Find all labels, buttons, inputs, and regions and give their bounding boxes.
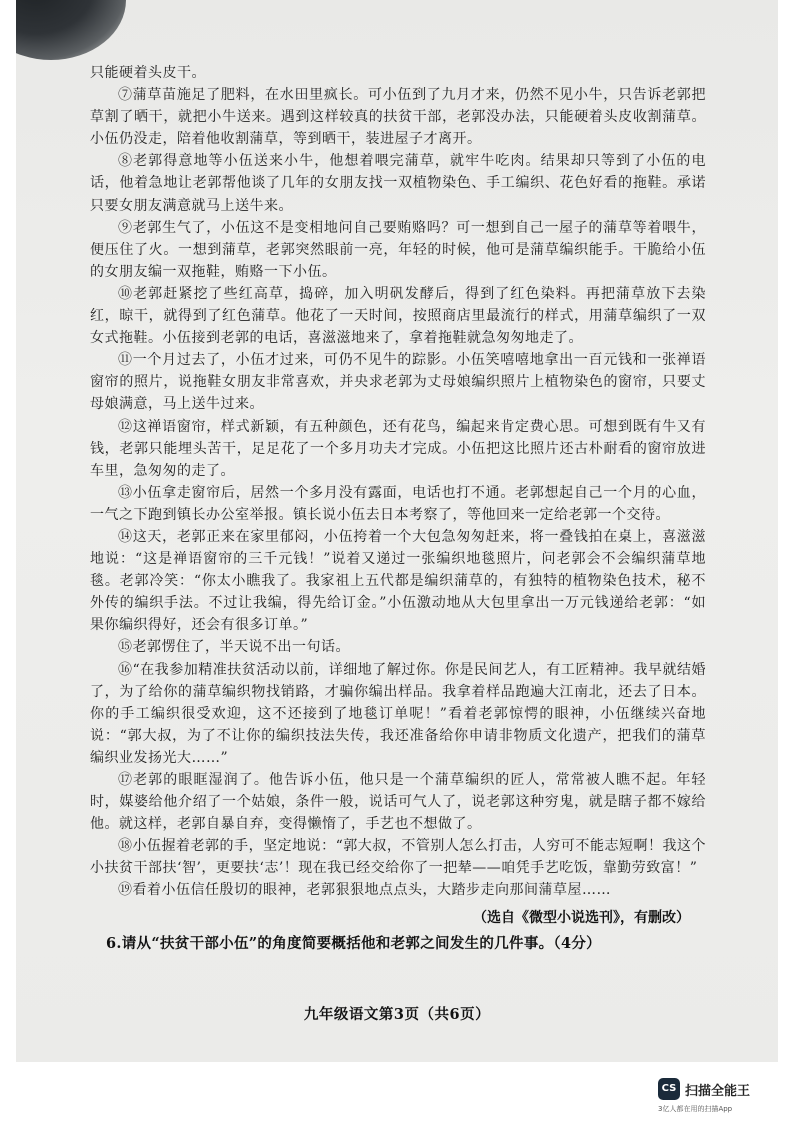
paragraph: ⑯“在我参加精准扶贫活动以前，详细地了解过你。你是民间艺人，有工匠精神。我早就结婚了，为了给你的蒲草编织物找销路，才骗你编出样品。我拿着样品跑遍大江南北，还去了日本。你的手工编织很受欢迎，这不还接到了地毯订单呢！”看着老郭惊愕的眼神，小伍继续兴奋地说：“郭大叔，为了不让你的编织技法失传，我还准备给你申请非物质文化遗产，把我们的蒲草编织业发扬光大……” [90,661,706,766]
brand-tagline: 3亿人都在用的扫描App [658,1105,733,1113]
brand-name: 扫描全能王 [685,1084,751,1099]
paragraph: ⑮老郭愣住了，半天说不出一句话。 [118,639,350,656]
paragraph: ⑩老郭赶紧挖了些红高草，捣碎，加入明矾发酵后，得到了红色染料。再把蒲草放下去染红，晾干，就得到了红色蒲草。他花了一天时间，按照商店里最流行的样式，用蒲草编织了一双女式拖鞋。小伍接到老郭的电话，喜滋滋地来了，拿着拖鞋就急匆匆地走了。 [90,285,706,347]
paragraph: 只能硬着头皮干。 [90,65,206,81]
corner-shadow [16,0,126,60]
page-footer: 九年级语文第3页（共6页） [303,1006,491,1023]
scanner-watermark [658,1078,778,1118]
paragraph: ⑦蒲草苗施足了肥料，在水田里疯长。可小伍到了九月才来，仍然不见小牛，只告诉老郭把草割了晒干，就把小牛送来。遇到这样较真的扶贫干部，老郭没办法，只能硬着头皮收割蒲草。小伍仍没走，陪着他收割蒲草，等到晒干，装进屋子才离开。 [90,87,706,148]
story-text [90,62,706,902]
paragraph: ⑭这天，老郭正来在家里郁闷，小伍挎着一个大包急匆匆赶来，将一叠钱拍在桌上，喜滋滋地说：“这是禅语窗帘的三千元钱！”说着又递过一张编织地毯照片，问老郭会不会编织蒲草地毯。老郭冷笑：“你太小瞧我了。我家祖上五代都是编织蒲草的，有独特的植物染色技术，秘不外传的编织手法。不过让我编，得先给订金。”小伍激动地从大包里拿出一万元钱递给老郭：“如果你编织得好，还会有很多订单。” [90,528,706,634]
paragraph: ⑬小伍拿走窗帘后，居然一个多月没有露面，电话也打不通。老郭想起自己一个月的心血，一气之下跑到镇长办公室举报。镇长说小伍去日本考察了，等他回来一定给老郭一个交待。 [90,484,706,523]
paragraph: ⑧老郭得意地等小伍送来小牛，他想着喂完蒲草，就牢牛吃肉。结果却只等到了小伍的电话，他着急地让老郭帮他谈了几年的女朋友找一双植物染色、手工编织、花色好看的拖鞋。承诺只要女朋友满意就马上送牛来。 [90,153,706,214]
paragraph: ⑲看着小伍信任殷切的眼神，老郭狠狠地点点头，大踏步走向那间蒲草屋…… [118,882,611,899]
paragraph: ⑱小伍握着老郭的手，坚定地说：“郭大叔，不管别人怎么打击，人穷可不能志短啊！我这个小扶贫干部扶‘智’，更要扶‘志’！现在我已经交给你了一把辇——咱凭手艺吃饭，靠勤劳致富！” [90,838,706,877]
paragraph: ⑫这禅语窗帘，样式新颖，有五种颜色，还有花鸟，编起来肯定费心思。可想到既有牛又有钱，老郭只能埋头苦干，足足花了一个多月功夫才完成。小伍把这比照片还古朴耐看的窗帘放进车里，急匆匆的走了。 [90,418,706,479]
camscanner-logo-icon: CS [658,1078,680,1100]
paragraph: ⑨老郭生气了，小伍这不是变相地问自己要贿赂吗？可一想到自己一屋子的蒲草等着喂牛，便压住了火。一想到蒲草，老郭突然眼前一亮，年轻的时候，他可是蒲草编织能手。干脆给小伍的女朋友编一双拖鞋，贿赂一下小伍。 [90,219,706,280]
paragraph: ⑰老郭的眼眶湿润了。他告诉小伍，他只是一个蒲草编织的匠人，常常被人瞧不起。年轻时，媒婆给他介绍了一个姑娘，条件一般，说话可气人了，说老郭这种穷鬼，就是瞎子都不嫁给他。就这样，老郭自暴自弃，变得懒惰了，手艺也不想做了。 [90,772,706,833]
question-6: 6.请从“扶贫干部小伍”的角度简要概括他和老郭之间发生的几件事。（4分） [106,935,601,952]
source-citation: （选自《微型小说选刊》，有删改） [473,910,690,926]
paragraph: ⑪一个月过去了，小伍才过来，可仍不见牛的踪影。小伍笑嘻嘻地拿出一百元钱和一张禅语窗帘的照片，说拖鞋女朋友非常喜欢，并央求老郭为丈母娘编织照片上植物染色的窗帘，只要丈母娘满意，马上送牛过来。 [90,352,706,413]
scanned-page [16,0,778,1062]
